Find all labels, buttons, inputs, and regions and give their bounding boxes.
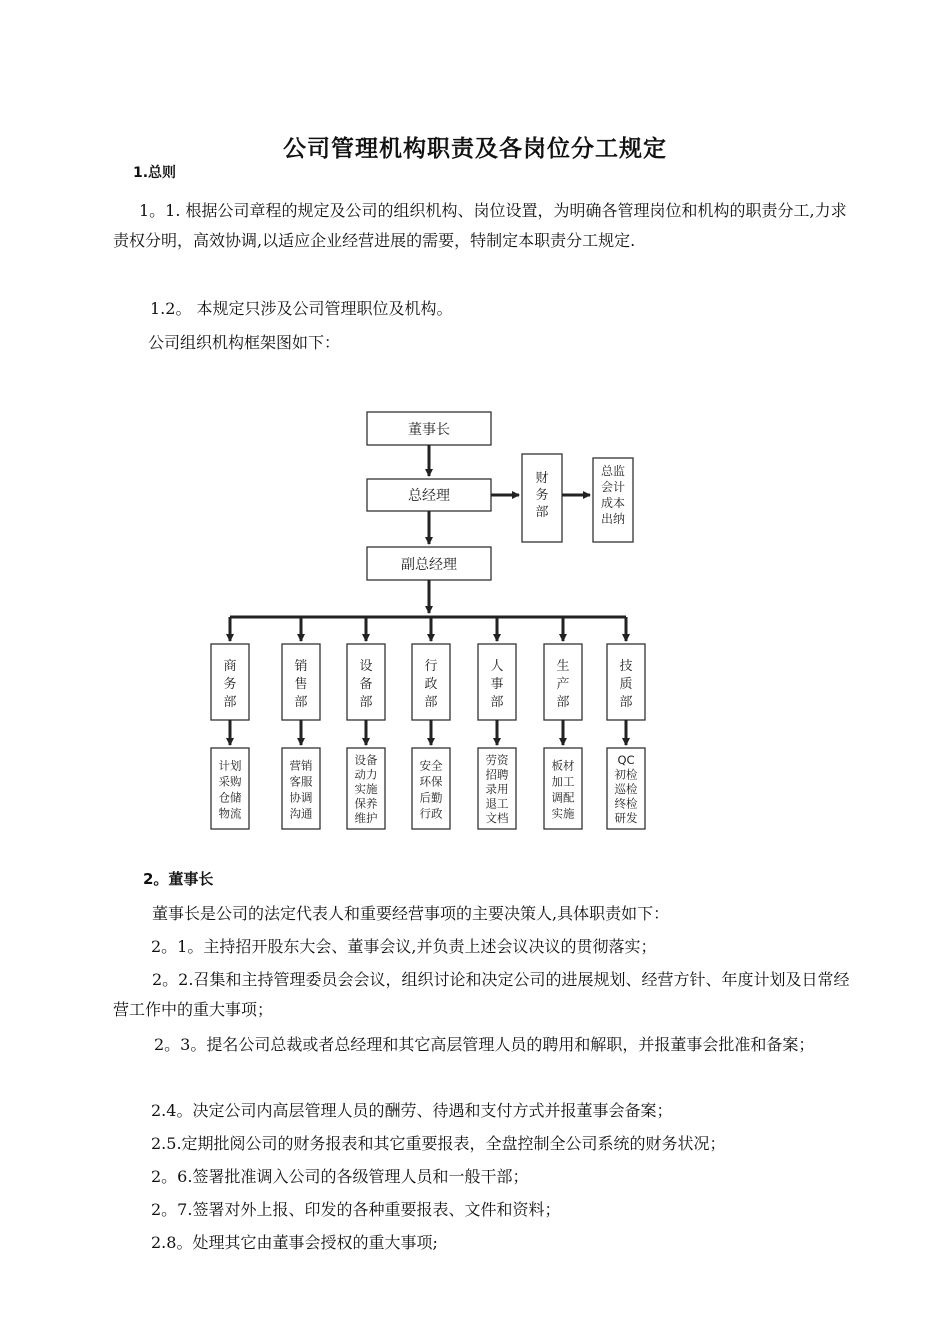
department-5-duties-box [478,748,516,829]
section-1-paragraph-3: 公司组织机构框架图如下： [148,333,341,352]
department-5-duty-text: 招聘 [485,767,509,782]
department-7-name-char: 部 [619,695,633,710]
department-7-duty-text: 研发 [614,810,638,825]
department-7-duty-text: 终检 [614,796,638,811]
department-5-duty-text: 录用 [485,781,509,796]
department-5-name-char: 事 [490,677,504,692]
department-6-duty-text: 板材 [551,758,575,773]
general-manager-box [367,479,491,511]
department-2-duty-text: 协调 [289,790,313,805]
department-6-duty-text: 调配 [551,790,575,805]
department-1-duties-box [211,748,249,829]
section-2-heading: 2。董事长 [143,870,214,888]
duty-item-6: 2。6.签署批准调入公司的各级管理人员和一般干部； [151,1167,529,1186]
duty-item-5: 2.5.定期批阅公司的财务报表和其它重要报表，全盘控制全公司系统的财务状况； [151,1134,726,1153]
department-4-duty-text: 后勤 [419,790,443,805]
department-7-box [607,644,645,720]
department-7-name-char: 质 [619,677,633,692]
department-7-duties-box [607,748,645,829]
section-1-heading: 1.总则 [133,165,177,181]
document-title: 公司管理机构职责及各岗位分工规定 [283,136,667,162]
duty-item-2: 2。2.召集和主持管理委员会会议，组织讨论和决定公司的进展规划、经营方针、年度计划及日常经营工作中的重大事项； [113,970,850,1019]
vice-general-manager-box [367,547,491,580]
duty-item-7: 2。7.签署对外上报、印发的各种重要报表、文件和资料； [151,1200,561,1219]
department-6-box [544,644,582,720]
department-1-duty-text: 仓储 [218,790,242,805]
department-5-box [478,644,516,720]
department-3-duty-text: 保养 [354,796,378,811]
department-2-duties-box [282,748,320,829]
chairman-label: 董事长 [408,422,450,438]
finance-dept-box [522,454,562,542]
department-3-name-char: 设 [359,659,373,674]
department-4-name-char: 行 [424,659,438,674]
department-4-name-char: 部 [424,695,438,710]
department-5-name-char: 部 [490,695,504,710]
section-1-paragraph-1: 1。1. 根据公司章程的规定及公司的组织机构、岗位设置，为明确各管理岗位和机构的职责分工,力求责权分明，高效协调,以适应企业经营进展的需要，特制定本职责分工规定. [113,201,847,250]
department-1-name-char: 务 [223,677,237,692]
duty-item-4: 2.4。决定公司内高层管理人员的酬劳、待遇和支付方式并报董事会备案； [151,1101,673,1120]
section-2-intro: 董事长是公司的法定代表人和重要经营事项的主要决策人,具体职责如下： [152,904,670,923]
department-6-duty-text: 实施 [551,806,575,821]
department-1-name-char: 商 [223,659,237,674]
department-6-duty-text: 加工 [551,774,575,789]
department-1-duty-text: 采购 [218,774,242,789]
department-4-duty-text: 安全 [419,758,443,773]
department-1-duty-text: 物流 [218,806,242,821]
department-5-duty-text: 劳资 [485,752,509,767]
department-3-duties-box [347,748,385,829]
svg-text:会计: 会计 [600,480,626,494]
duty-item-8: 2.8。处理其它由董事会授权的重大事项; [151,1233,438,1252]
department-1-name-char: 部 [223,695,237,710]
chairman-box [367,412,491,445]
department-2-duty-text: 沟通 [289,806,313,821]
department-7-duty-text: QC [617,752,635,767]
department-6-name-char: 产 [556,677,570,692]
department-7-name-char: 技 [619,659,633,674]
gm-label: 总经理 [408,488,450,504]
department-3-name-char: 备 [359,677,373,692]
department-2-box [282,644,320,720]
department-7-duty-text: 初检 [614,767,638,782]
department-1-box [211,644,249,720]
department-4-box [412,644,450,720]
departments-layer [211,617,645,829]
vgm-label: 副总经理 [401,557,457,573]
department-4-duty-text: 环保 [419,774,443,789]
department-2-name-char: 销 [294,659,308,674]
department-2-duty-text: 客服 [289,774,313,789]
duty-item-1: 2。1。主持招开股东大会、董事会议,并负责上述会议决议的贯彻落实； [151,937,657,956]
org-chart [0,400,950,840]
department-6-duties-box [544,748,582,829]
svg-text:出纳: 出纳 [600,512,626,526]
department-6-name-char: 生 [556,659,570,674]
department-3-duty-text: 实施 [354,781,378,796]
svg-text:部: 部 [535,505,549,520]
department-7-duty-text: 巡检 [614,781,638,796]
department-4-duty-text: 行政 [419,806,443,821]
department-3-name-char: 部 [359,695,373,710]
department-5-duty-text: 文档 [485,810,509,825]
finance-duties-box [593,458,633,542]
department-4-duties-box [412,748,450,829]
department-2-name-char: 售 [294,677,308,692]
svg-text:总监: 总监 [600,464,626,478]
department-3-duty-text: 设备 [354,752,378,767]
section-1-paragraph-2: 1.2。 本规定只涉及公司管理职位及机构。 [150,299,453,318]
department-1-duty-text: 计划 [218,758,242,773]
duty-item-3: 2。3。提名公司总裁或者总经理和其它高层管理人员的聘用和解职，并报董事会批准和备案； [154,1035,815,1054]
department-5-duty-text: 退工 [485,796,509,811]
department-3-box [347,644,385,720]
svg-text:成本: 成本 [600,496,626,510]
department-5-name-char: 人 [490,659,504,674]
department-4-name-char: 政 [424,677,438,692]
department-3-duty-text: 动力 [354,767,378,782]
department-2-duty-text: 营销 [289,758,313,773]
svg-text:财: 财 [535,471,549,486]
department-3-duty-text: 维护 [354,810,378,825]
svg-text:务: 务 [535,488,549,503]
department-6-name-char: 部 [556,695,570,710]
department-2-name-char: 部 [294,695,308,710]
